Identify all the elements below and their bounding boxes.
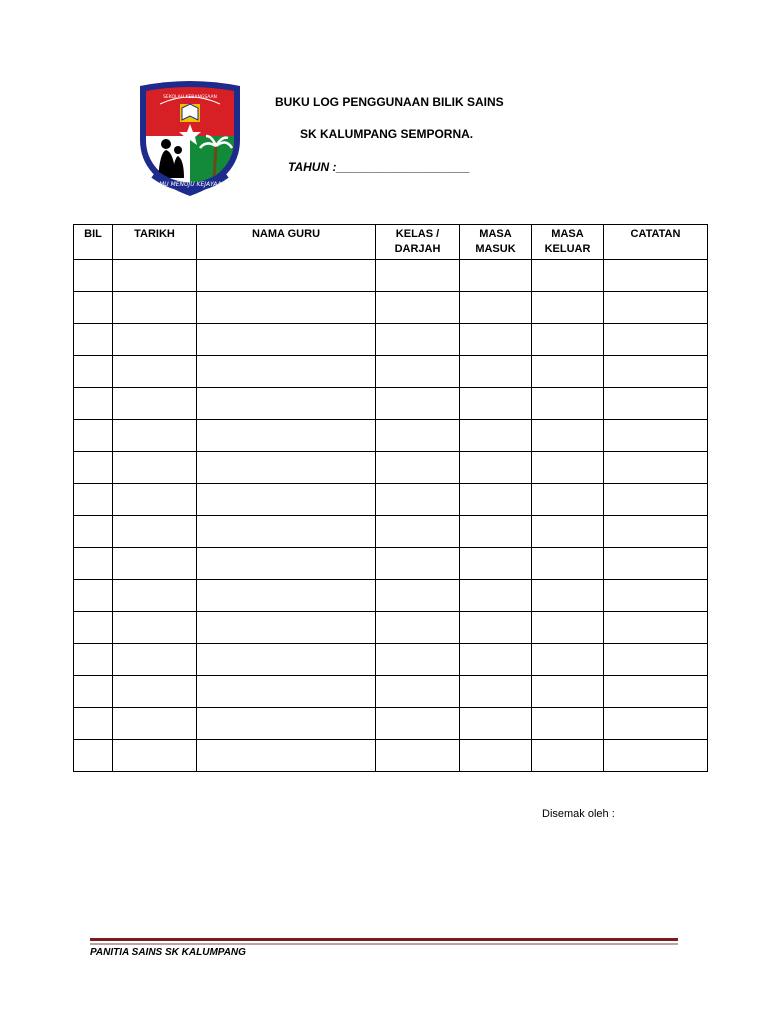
column-header-catatan: CATATAN [604, 225, 708, 260]
column-header-tarikh: TARIKH [113, 225, 197, 260]
table-cell [604, 676, 708, 708]
table-row [74, 420, 708, 452]
table-cell [197, 580, 376, 612]
table-cell [532, 420, 604, 452]
table-cell [532, 260, 604, 292]
checked-by-label: Disemak oleh : [542, 808, 615, 820]
table-cell [460, 740, 532, 772]
table-cell [604, 580, 708, 612]
table-cell [460, 260, 532, 292]
table-cell [74, 388, 113, 420]
table-cell [604, 612, 708, 644]
table-cell [113, 548, 197, 580]
table-cell [197, 292, 376, 324]
table-header-row [74, 225, 708, 260]
table-row [74, 676, 708, 708]
table-cell [460, 676, 532, 708]
table-cell [197, 612, 376, 644]
table-cell [376, 420, 460, 452]
table-cell [197, 548, 376, 580]
table-cell [532, 484, 604, 516]
table-cell [376, 324, 460, 356]
table-cell [376, 644, 460, 676]
table-cell [74, 260, 113, 292]
column-header-nama-guru: NAMA GURU [197, 225, 376, 260]
table-cell [74, 708, 113, 740]
table-cell [74, 292, 113, 324]
table-cell [197, 260, 376, 292]
table-cell [376, 612, 460, 644]
table-cell [604, 260, 708, 292]
table-cell [460, 420, 532, 452]
table-cell [604, 452, 708, 484]
footer-text: PANITIA SAINS SK KALUMPANG [90, 947, 246, 958]
table-cell [604, 324, 708, 356]
table-cell [376, 356, 460, 388]
table-cell [532, 292, 604, 324]
table-cell [197, 740, 376, 772]
table-cell [197, 388, 376, 420]
table-cell [604, 740, 708, 772]
table-cell [113, 484, 197, 516]
table-cell [532, 452, 604, 484]
table-cell [197, 452, 376, 484]
table-cell [74, 644, 113, 676]
table-cell [113, 612, 197, 644]
table-cell [460, 484, 532, 516]
table-row [74, 612, 708, 644]
column-header-kelas-darjah: KELAS / DARJAH [376, 225, 460, 260]
table-cell [460, 292, 532, 324]
table-cell [113, 644, 197, 676]
table-cell [74, 676, 113, 708]
table-cell [532, 676, 604, 708]
column-header-masa-keluar: MASA KELUAR [532, 225, 604, 260]
column-header-bil: BIL [74, 225, 113, 260]
table-cell [460, 612, 532, 644]
table-cell [460, 644, 532, 676]
table-cell [197, 356, 376, 388]
column-header-masa-masuk: MASA MASUK [460, 225, 532, 260]
table-cell [113, 356, 197, 388]
school-name: SK KALUMPANG SEMPORNA. [300, 127, 474, 141]
table-cell [532, 580, 604, 612]
table-cell [74, 548, 113, 580]
table-cell [532, 324, 604, 356]
table-cell [74, 740, 113, 772]
table-cell [376, 548, 460, 580]
table-cell [376, 292, 460, 324]
table-row [74, 516, 708, 548]
table-cell [197, 644, 376, 676]
table-row [74, 484, 708, 516]
table-cell [532, 612, 604, 644]
table-cell [604, 548, 708, 580]
table-row [74, 292, 708, 324]
table-cell [532, 388, 604, 420]
table-cell [376, 484, 460, 516]
table-row [74, 388, 708, 420]
table-cell [113, 292, 197, 324]
table-cell [532, 356, 604, 388]
table-cell [113, 580, 197, 612]
usage-log-table [73, 224, 708, 772]
table-cell [460, 516, 532, 548]
table-cell [532, 740, 604, 772]
crest-motto: ILMU MENUJU KEJAYAAN [154, 181, 226, 188]
table-cell [376, 580, 460, 612]
table-cell [376, 516, 460, 548]
table-cell [532, 548, 604, 580]
table-cell [197, 516, 376, 548]
table-cell [604, 484, 708, 516]
table-row [74, 644, 708, 676]
table-cell [197, 420, 376, 452]
table-row [74, 260, 708, 292]
table-row [74, 580, 708, 612]
table-cell [197, 676, 376, 708]
table-cell [113, 676, 197, 708]
table-cell [197, 484, 376, 516]
table-cell [604, 388, 708, 420]
table-cell [74, 356, 113, 388]
table-cell [74, 612, 113, 644]
table-cell [604, 644, 708, 676]
school-crest-logo [136, 78, 244, 198]
table-cell [532, 644, 604, 676]
table-cell [376, 388, 460, 420]
table-cell [113, 452, 197, 484]
table-cell [376, 452, 460, 484]
year-field: TAHUN :____________________ [288, 160, 470, 174]
table-cell [376, 708, 460, 740]
table-row [74, 740, 708, 772]
table-cell [460, 580, 532, 612]
table-cell [197, 708, 376, 740]
table-cell [197, 324, 376, 356]
table-row [74, 708, 708, 740]
crest-top-text: SEKOLAH KEBANGSAAN [163, 95, 217, 100]
table-cell [460, 356, 532, 388]
table-row [74, 356, 708, 388]
document-title: BUKU LOG PENGGUNAAN BILIK SAINS [275, 95, 504, 109]
table-cell [376, 676, 460, 708]
table-cell [74, 452, 113, 484]
table-cell [376, 260, 460, 292]
table-cell [532, 708, 604, 740]
table-row [74, 548, 708, 580]
table-cell [74, 516, 113, 548]
table-cell [74, 580, 113, 612]
table-cell [113, 516, 197, 548]
table-cell [113, 420, 197, 452]
table-cell [74, 420, 113, 452]
table-cell [113, 324, 197, 356]
table-cell [604, 420, 708, 452]
table-cell [460, 388, 532, 420]
table-cell [460, 324, 532, 356]
table-cell [113, 708, 197, 740]
table-cell [532, 516, 604, 548]
table-row [74, 324, 708, 356]
footer-divider [90, 938, 678, 945]
table-cell [604, 516, 708, 548]
table-cell [604, 708, 708, 740]
table-cell [460, 548, 532, 580]
table-cell [113, 260, 197, 292]
table-row [74, 452, 708, 484]
table-cell [604, 292, 708, 324]
table-cell [74, 484, 113, 516]
table-cell [460, 452, 532, 484]
table-body [74, 260, 708, 772]
table-cell [604, 356, 708, 388]
table-cell [113, 740, 197, 772]
table-cell [113, 388, 197, 420]
table-cell [376, 740, 460, 772]
table-cell [460, 708, 532, 740]
table-cell [74, 324, 113, 356]
